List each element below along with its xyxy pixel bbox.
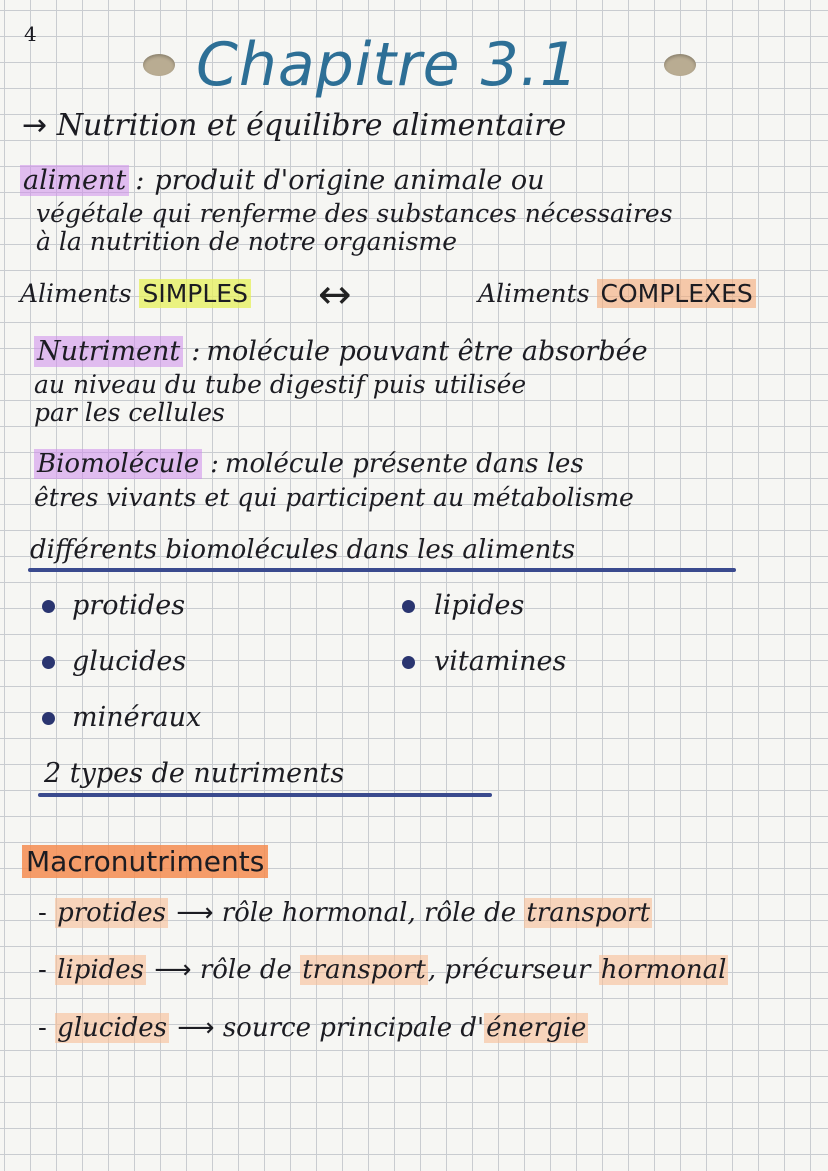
nutriment-def-1: molécule pouvant être absorbée <box>206 336 648 367</box>
role-transport: transport <box>526 898 651 928</box>
macro-heading <box>22 845 268 878</box>
types-heading: 2 types de nutriments <box>44 758 345 789</box>
page-number: 4 <box>24 22 37 46</box>
bio-glucides: glucides <box>72 646 187 677</box>
arrow-icon: ⟶ <box>176 898 214 928</box>
comma: , <box>427 955 437 985</box>
bullet-icon <box>42 712 55 725</box>
subtitle-line <box>22 108 566 143</box>
bullet-icon <box>402 656 415 669</box>
macro-row-lipides <box>38 955 728 985</box>
role-hormonal: rôle hormonal <box>221 898 408 928</box>
macro-heading-mark: Macronutriments <box>22 845 268 878</box>
heading-underline <box>28 568 736 572</box>
biomolecule-sep: : <box>210 449 219 479</box>
aliment-sep: : <box>135 165 145 196</box>
biomolecule-def-1: molécule présente dans les <box>224 449 584 479</box>
types-underline <box>38 793 492 797</box>
macro-protides: protides <box>57 898 166 928</box>
binder-hole-left <box>143 54 175 76</box>
subtitle-text: Nutrition et équilibre alimentaire <box>56 108 567 143</box>
double-arrow-icon: ↔ <box>318 272 352 318</box>
aliment-def-1: produit d'origine animale ou <box>154 165 545 196</box>
role-de: rôle de <box>424 898 517 928</box>
nutriment-line-2: au niveau du tube digestif puis utilisée <box>34 370 527 399</box>
nutriment-line-3: par les cellules <box>34 398 225 427</box>
dash: - <box>38 1013 47 1043</box>
macro-row-protides <box>38 898 652 928</box>
bio-protides: protides <box>72 590 186 621</box>
macro-glucides: glucides <box>57 1013 168 1043</box>
role-hormonal-mark: hormonal <box>600 955 727 985</box>
simples-mark: SIMPLES <box>139 279 250 308</box>
aliments-complexes <box>478 279 756 308</box>
macro-lipides: lipides <box>57 955 145 985</box>
aliment-term: aliment <box>20 165 129 196</box>
role-source: source principale d' <box>222 1013 485 1043</box>
bullet-icon <box>42 656 55 669</box>
aliments-left-word: Aliments <box>20 279 132 308</box>
aliment-line-2: végétale qui renferme des substances nécessaires <box>36 199 673 228</box>
dash: - <box>38 898 47 928</box>
dash: - <box>38 955 47 985</box>
arrow-icon: ⟶ <box>177 1013 215 1043</box>
nutriment-line-1 <box>34 336 648 367</box>
bio-mineraux: minéraux <box>72 702 202 733</box>
nutriment-term: Nutriment <box>34 336 183 367</box>
subtitle-arrow: → <box>22 108 48 143</box>
aliment-line-3: à la nutrition de notre organisme <box>36 227 458 256</box>
biomolecule-term: Biomolécule <box>34 449 202 479</box>
biomolecule-line-1 <box>34 449 584 479</box>
role-precurseur: précurseur <box>444 955 591 985</box>
role-energie: énergie <box>486 1013 587 1043</box>
biomolecules-heading: différents biomolécules dans les aliments <box>30 535 576 565</box>
nutriment-sep: : <box>191 336 201 367</box>
bullet-icon <box>42 600 55 613</box>
page-title: Chapitre 3.1 <box>196 30 580 100</box>
comma: , <box>407 898 416 928</box>
macro-row-glucides <box>38 1013 588 1043</box>
aliment-line-1 <box>20 165 545 196</box>
bio-lipides: lipides <box>434 590 525 621</box>
bio-vitamines: vitamines <box>434 646 567 677</box>
role-de: rôle de <box>199 955 292 985</box>
biomolecule-line-2: êtres vivants et qui participent au métabolisme <box>34 483 634 512</box>
arrow-icon: ⟶ <box>154 955 192 985</box>
complexes-mark: COMPLEXES <box>597 279 755 308</box>
binder-hole-right <box>664 54 696 76</box>
role-transport: transport <box>302 955 426 985</box>
aliments-right-word: Aliments <box>478 279 590 308</box>
aliments-simples <box>20 279 251 308</box>
bullet-icon <box>402 600 415 613</box>
